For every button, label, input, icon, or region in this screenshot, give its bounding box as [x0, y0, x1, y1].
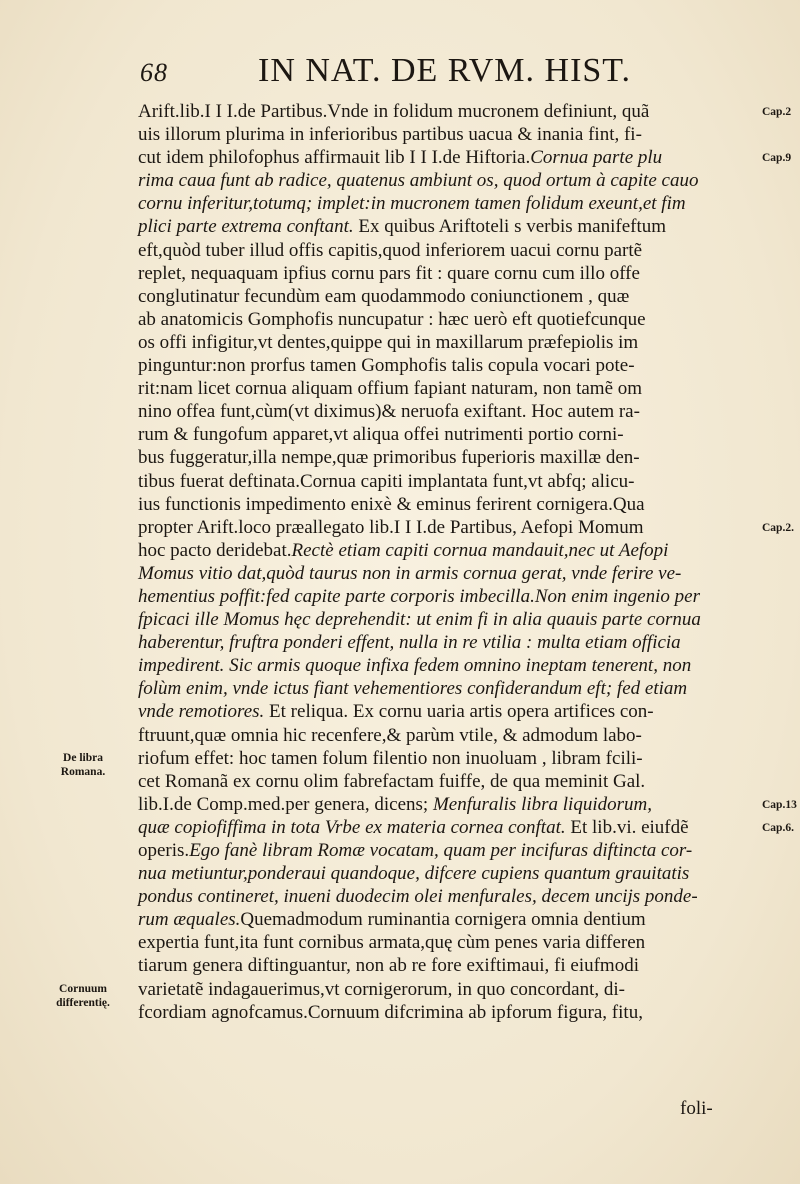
- roman-text: Arift.lib.I I I.de Partibus.Vnde in folidum mucronem definiunt, quã: [138, 101, 650, 122]
- italic-text: plici parte extrema conftant.: [138, 216, 354, 238]
- italic-text: quæ copiofiffima in tota Vrbe ex materia cornea conftat.: [138, 816, 566, 838]
- italic-text: rum æquales.: [138, 909, 241, 931]
- text-line: [138, 585, 760, 608]
- text-line: [138, 123, 760, 146]
- roman-text: ab anatomicis Gomphofis nuncupatur : hæc uerò eft quotiefcunque: [138, 308, 646, 330]
- text-line: [138, 608, 760, 631]
- text-line: [138, 100, 760, 123]
- text-line: [138, 954, 760, 977]
- roman-text: hoc pacto deridebat.: [138, 539, 292, 561]
- text-line: [138, 262, 760, 285]
- italic-text: Ego fanè libram Romæ vocatam, quam per incifuras diftincta cor-: [189, 840, 693, 861]
- roman-text: expertia funt,ita funt cornibus armata,quę cùm penes varia differen: [138, 932, 646, 954]
- text-line: [138, 285, 760, 308]
- text-line: [138, 631, 760, 654]
- text-line: [138, 978, 760, 1001]
- roman-text: bus fuggeratur,illa nempe,quæ primoribus fuperioris maxillæ den-: [138, 447, 640, 469]
- roman-text: eft,quòd tuber illud offis capitis,quod inferiorem uacui cornu partẽ: [138, 239, 643, 261]
- catchword: foli-: [680, 1098, 713, 1119]
- roman-text: rit:nam licet cornua aliquam offium fapiant naturam, non tamẽ om: [138, 378, 643, 400]
- roman-text: replet, nequaquam ipfius cornu pars fit : quare cornu cum illo offe: [138, 262, 640, 284]
- margin-chapter-ref: Cap.2.: [762, 521, 794, 534]
- text-line: [138, 839, 760, 862]
- text-line: [138, 516, 760, 539]
- text-line: [138, 700, 760, 723]
- text-line: [138, 908, 760, 931]
- margin-note-line: differentię.: [56, 996, 110, 1009]
- roman-text: Et lib.vi. eiufdẽ: [565, 816, 689, 838]
- roman-text: tiarum genera diftinguantur, non ab re fore exiftimaui, fi eiufmodi: [138, 955, 639, 977]
- text-line: [138, 747, 760, 770]
- margin-subject-note: [38, 751, 128, 779]
- roman-text: Ex quibus Ariftoteli s verbis manifeftum: [353, 216, 667, 238]
- text-line: [138, 724, 760, 747]
- page-number: 68: [140, 58, 168, 87]
- italic-text: Momus vitio dat,quòd taurus non in armis cornua gerat, vnde ferire ve-: [138, 562, 682, 584]
- roman-text: rum & fungofum apparet,vt aliqua offei nutrimenti portio corni-: [138, 424, 624, 446]
- text-line: [138, 308, 760, 331]
- italic-text: cornu inferitur,totumq; implet:in mucronem tamen folidum exeunt,et fim: [138, 193, 686, 215]
- roman-text: cet Romanã ex cornu olim fabrefactam fuiffe, de qua meminit Gal.: [138, 770, 646, 792]
- roman-text: ius functionis impedimento enixè & eminus ferirent cornigera.Qua: [138, 493, 645, 515]
- roman-text: conglutinatur fecundùm eam quodammodo coniunctionem , quæ: [138, 285, 630, 307]
- text-line: [138, 654, 760, 677]
- text-line: [138, 446, 760, 469]
- text-line: [138, 793, 760, 816]
- text-line: [138, 770, 760, 793]
- roman-text: pinguntur:non prorfus tamen Gomphofis talis copula vocari pote-: [138, 355, 635, 377]
- roman-text: Et reliqua. Ex cornu uaria artis opera artifices con-: [264, 701, 654, 723]
- text-line: [138, 539, 760, 562]
- roman-text: ftruunt,quæ omnia hic recenfere,& parùm vtile, & admodum labo-: [138, 724, 642, 746]
- italic-text: haberentur, fruftra ponderi effent, nulla in re vtilia : multa etiam officia: [138, 632, 681, 654]
- text-line: [138, 400, 760, 423]
- roman-text: varietatẽ indagauerimus,vt cornigerorum, in quo concordant, di-: [138, 978, 625, 1000]
- margin-chapter-ref: Cap.9: [762, 152, 792, 165]
- running-head: [140, 52, 700, 92]
- text-line: [138, 493, 760, 516]
- roman-text: uis illorum plurima in inferioribus partibus uacua & inania fint, fi-: [138, 124, 642, 146]
- text-line: [138, 470, 760, 493]
- text-line: [138, 423, 760, 446]
- body-text: [138, 100, 760, 1024]
- italic-text: impedirent. Sic armis quoque infixa fedem omnino ineptam tenerent, non: [138, 655, 692, 677]
- text-line: [138, 677, 760, 700]
- italic-text: Cornua parte plu: [530, 147, 663, 169]
- italic-text: rima caua funt ab radice, quatenus ambiunt os, quod ortum à capite cauo: [138, 170, 699, 192]
- text-line: [138, 354, 760, 377]
- italic-text: Rectè etiam capiti cornua mandauit,nec ut Aefopi: [291, 539, 669, 561]
- roman-text: Quemadmodum ruminantia cornigera omnia dentium: [240, 909, 646, 931]
- roman-text: riofum effet: hoc tamen folum filentio non inuoluam , libram fcili-: [138, 747, 643, 769]
- text-line: [138, 169, 760, 192]
- text-line: [138, 192, 760, 215]
- italic-text: Non enim ingenio per: [534, 585, 701, 607]
- text-line: [138, 885, 760, 908]
- italic-text: nua metiuntur,ponderaui quandoque, difcere cupiens quantum grauitatis: [138, 863, 690, 885]
- margin-chapter-ref: Cap.2: [762, 106, 792, 118]
- italic-text: vnde remotiores.: [138, 701, 265, 723]
- italic-text: Menfuralis libra liquidorum,: [432, 793, 652, 815]
- roman-text: os offi infigitur,vt dentes,quippe qui in maxillarum præfepiolis im: [138, 331, 639, 353]
- text-line: [138, 1001, 760, 1024]
- roman-text: fcordiam agnofcamus.Cornuum difcrimina ab ipforum figura, fitu,: [138, 1001, 643, 1023]
- italic-text: folùm enim, vnde ictus fiant vehementiores confiderandum eft; fed etiam: [138, 678, 688, 700]
- margin-chapter-ref: Cap.13: [762, 799, 797, 811]
- text-line: [138, 146, 760, 169]
- margin-note-line: Romana.: [60, 765, 106, 778]
- roman-text: operis.: [138, 840, 190, 861]
- text-line: [138, 377, 760, 400]
- text-line: [138, 562, 760, 585]
- text-line: [138, 862, 760, 885]
- margin-subject-note: [38, 982, 128, 1010]
- margin-note-line: De libra: [63, 751, 103, 764]
- text-line: [138, 931, 760, 954]
- italic-text: fpicaci ille Momus hęc deprehendit: ut enim fi in alia quauis parte cornua: [138, 609, 701, 631]
- roman-text: propter Arift.loco præallegato lib.I I I.de Partibus, Aefopi Momum: [138, 516, 644, 538]
- margin-note-line: Cornuum: [59, 982, 107, 995]
- text-line: [138, 215, 760, 238]
- text-line: [138, 816, 760, 839]
- italic-text: pondus contineret, inueni duodecim olei menfurales, decem uncijs ponde-: [138, 886, 698, 908]
- running-title: IN NAT. DE RVM. HIST.: [258, 52, 632, 89]
- text-line: [138, 331, 760, 354]
- italic-text: hementius poffit:fed capite parte corporis imbecilla.: [138, 585, 535, 607]
- roman-text: lib.I.de Comp.med.per genera, dicens;: [138, 793, 433, 815]
- roman-text: cut idem philofophus affirmauit lib I I I.de Hiftoria.: [138, 147, 531, 169]
- text-line: [138, 239, 760, 262]
- roman-text: tibus fuerat deftinata.Cornua capiti implantata funt,vt abfq; alicu-: [138, 470, 635, 492]
- roman-text: nino offea funt,cùm(vt diximus)& neruofa exiftant. Hoc autem ra-: [138, 401, 640, 423]
- margin-chapter-ref: Cap.6.: [762, 822, 794, 835]
